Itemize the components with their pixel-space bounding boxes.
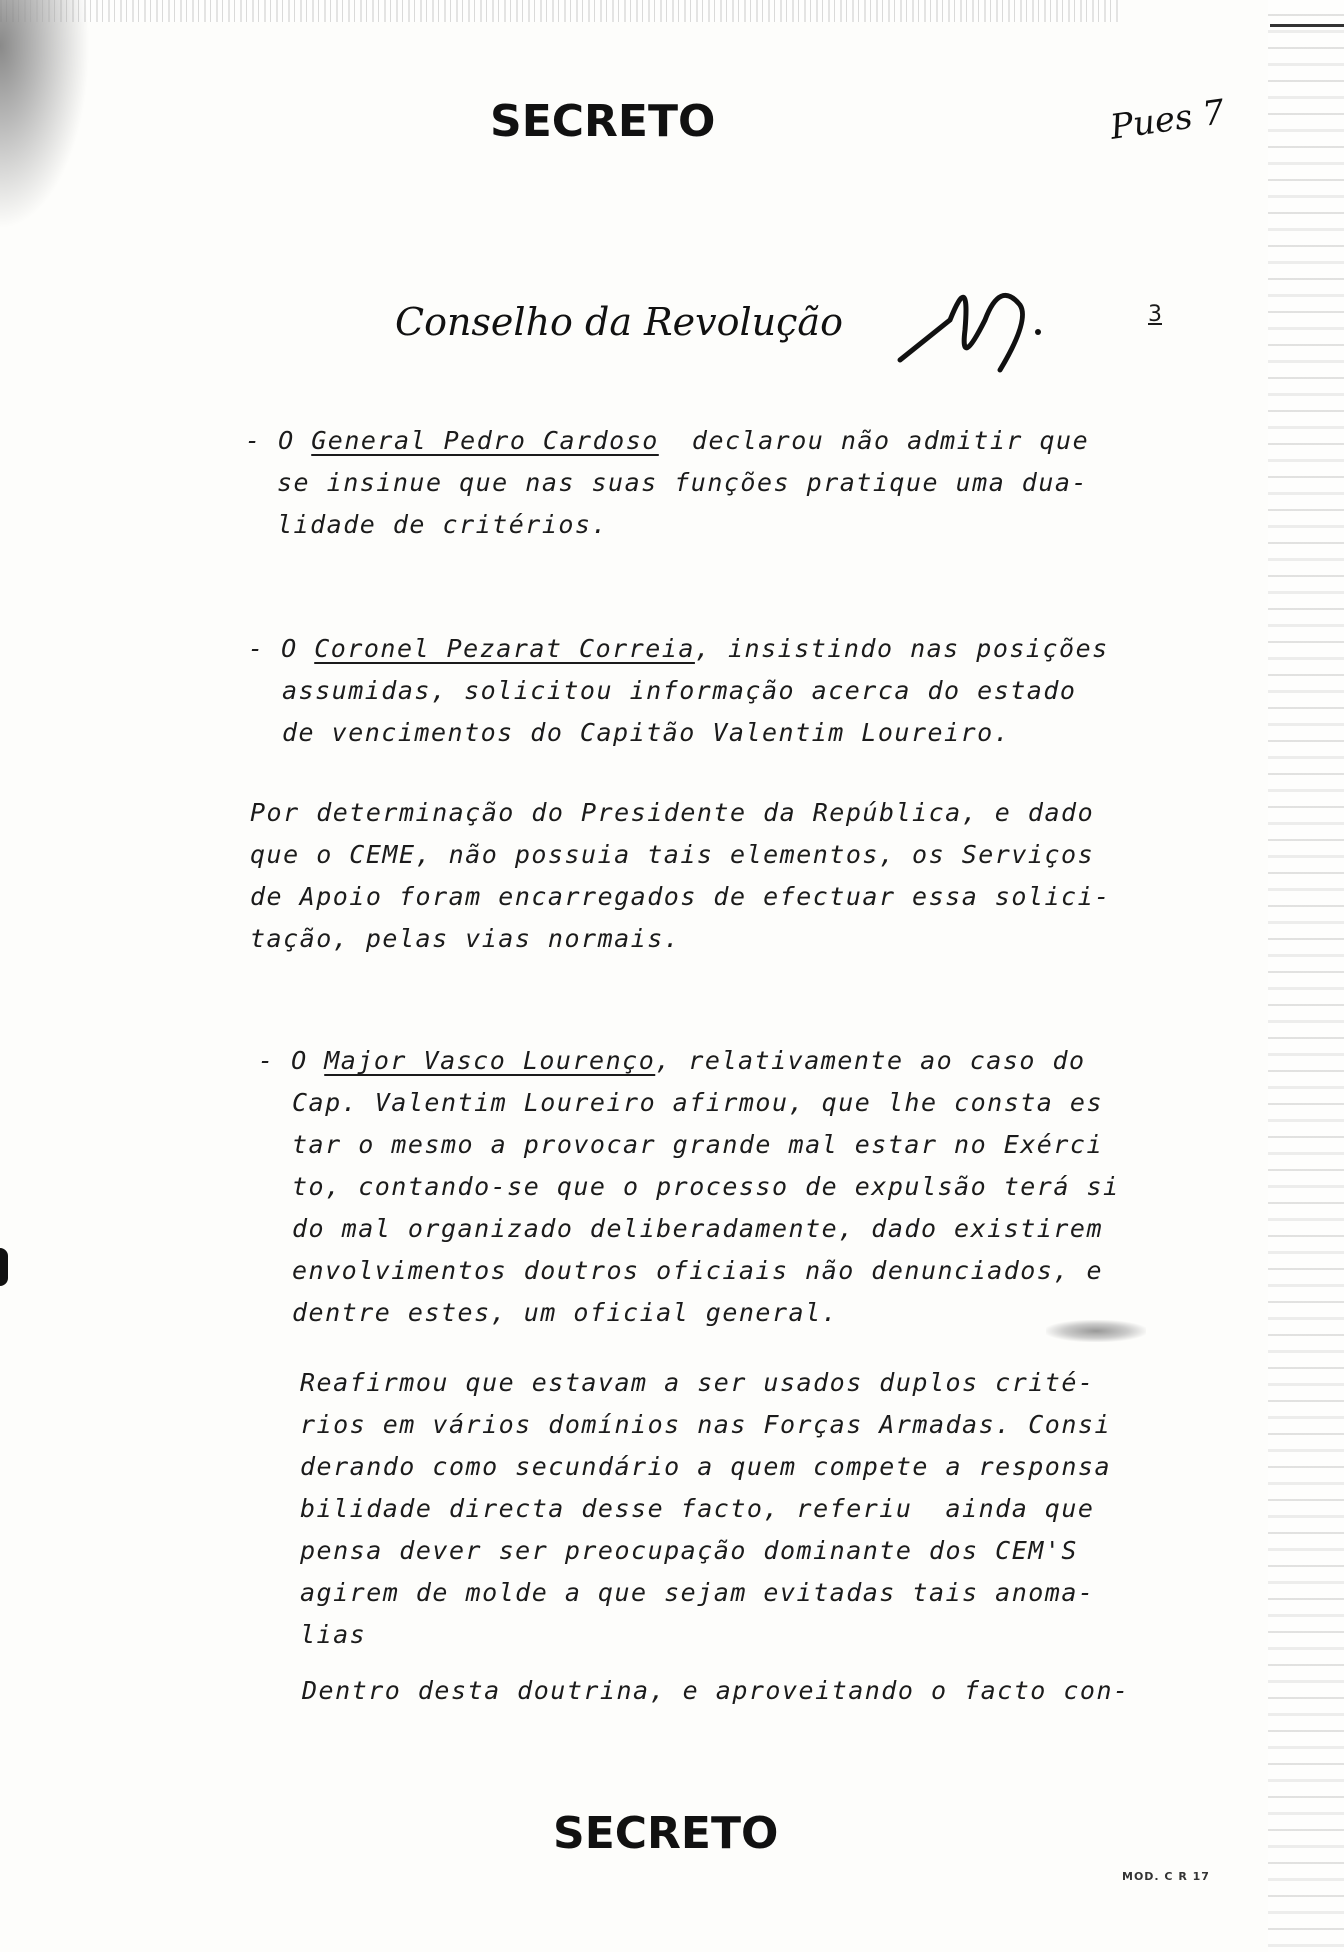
para-line: pensa dever ser preocupação dominante dos CEM'S: [300, 1536, 1078, 1565]
classification-top: SECRETO: [490, 96, 716, 147]
underlined-name: Major Vasco Lourenço: [324, 1046, 656, 1075]
page-number: 3: [1148, 302, 1162, 327]
para-line: envolvimentos doutros oficiais não denunciados, e: [292, 1256, 1104, 1285]
underlined-name: General Pedro Cardoso: [311, 426, 659, 455]
punch-hole-mark: [0, 1248, 8, 1286]
scan-noise-top: [0, 0, 1120, 22]
para-line: derando como secundário a quem compete a responsa: [300, 1452, 1112, 1481]
para-line: [248, 634, 1109, 663]
para-line: Cap. Valentim Loureiro afirmou, que lhe consta es: [292, 1088, 1104, 1117]
classification-bottom: SECRETO: [553, 1808, 779, 1859]
para-line: rios em vários domínios nas Forças Armadas. Consi: [300, 1410, 1112, 1439]
para-line: lias: [300, 1620, 367, 1649]
para-line: to, contando-se que o processo de expulsão terá si: [292, 1172, 1120, 1201]
para-line: de Apoio foram encarregados de efectuar essa solici-: [250, 882, 1111, 911]
para-line: [245, 426, 1089, 455]
para-line: do mal organizado deliberadamente, dado existirem: [292, 1214, 1104, 1243]
para-line: Por determinação do Presidente da República, e dado: [250, 798, 1095, 827]
line-text: , relativamente ao caso do: [655, 1046, 1086, 1075]
underlined-name: Coronel Pezarat Correia: [314, 634, 695, 663]
para-line: Reafirmou que estavam a ser usados duplos crité-: [300, 1368, 1095, 1397]
para-line: que o CEME, não possuia tais elementos, os Serviços: [250, 840, 1095, 869]
para-line: tar o mesmo a provocar grande mal estar no Exérci: [292, 1130, 1104, 1159]
handwritten-mark: Pues 7: [1107, 92, 1228, 148]
signature-icon: [890, 260, 1050, 380]
form-code: MOD. C R 17: [1122, 1870, 1210, 1883]
para-line: de vencimentos do Capitão Valentim Loureiro.: [282, 718, 1011, 747]
para-line: [258, 1046, 1086, 1075]
para-line: bilidade directa desse facto, referiu ainda que: [300, 1494, 1095, 1523]
paragraph-presidente: [250, 792, 1111, 960]
line-text: - O: [248, 634, 315, 663]
para-line: tação, pelas vias normais.: [250, 924, 681, 953]
scan-noise-right: [1268, 0, 1344, 1952]
para-line: dentre estes, um oficial general.: [292, 1298, 839, 1327]
line-text: , insistindo nas posições: [694, 634, 1109, 663]
para-line: assumidas, solicitou informação acerca do estado: [282, 676, 1077, 705]
letterhead: Conselho da Revolução: [395, 300, 843, 344]
para-line: se insinue que nas suas funções pratique uma dua-: [277, 468, 1089, 497]
line-text: - O: [258, 1046, 325, 1075]
paragraph-coronel-correia: [248, 628, 1109, 754]
ink-smudge: [1046, 1320, 1146, 1342]
paragraph-general-cardoso: [245, 420, 1089, 546]
paragraph-major-lourenco: [258, 1040, 1120, 1334]
para-line: Dentro desta doutrina, e aproveitando o facto con-: [302, 1676, 1130, 1705]
para-line: agirem de molde a que sejam evitadas tais anoma-: [300, 1578, 1095, 1607]
line-text: - O: [245, 426, 312, 455]
paragraph-reafirmou: [300, 1362, 1111, 1656]
para-line: lidade de critérios.: [277, 510, 609, 539]
paragraph-dentro: [302, 1670, 1130, 1712]
scan-edge-line: [1270, 24, 1344, 27]
line-text: declarou não admitir que: [658, 426, 1090, 455]
scan-noise-corner: [0, 0, 90, 230]
